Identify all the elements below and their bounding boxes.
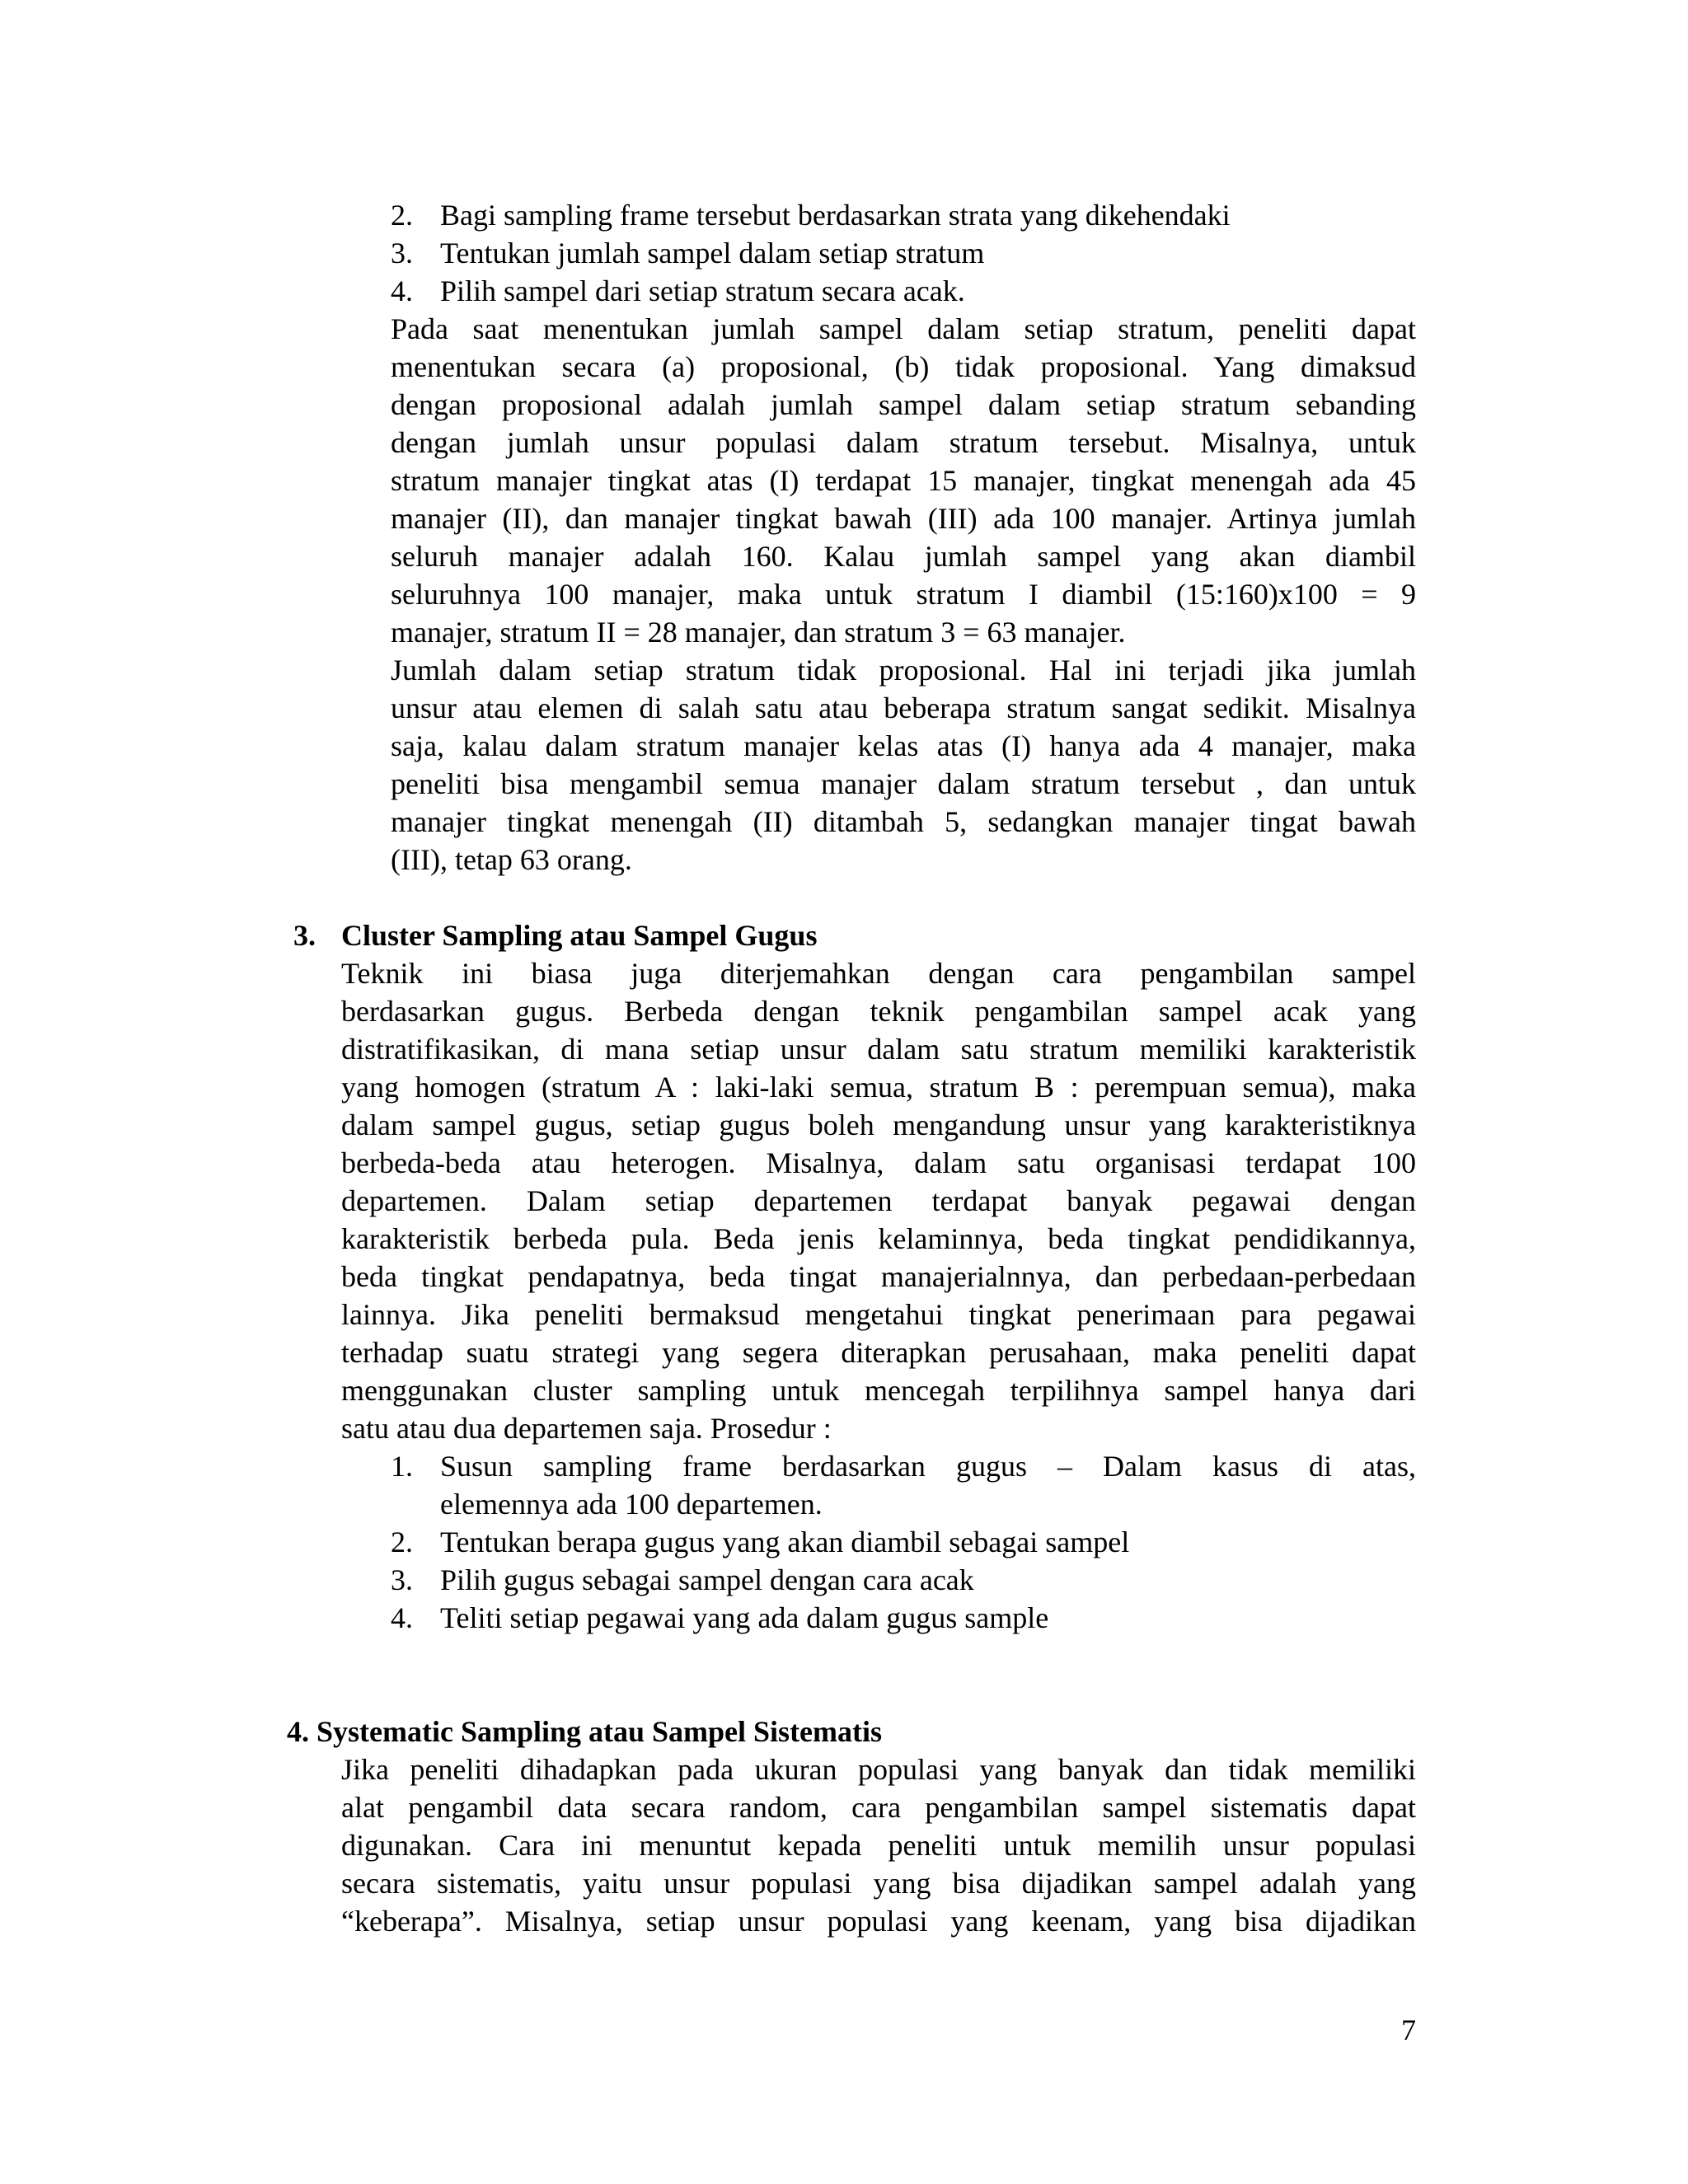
paragraph-line: lainnya. Jika peneliti bermaksud mengetahui tingkat penerimaan para pegawai [341,1298,1416,1331]
paragraph-line: manajer (II), dan manajer tingkat bawah (III) ada 100 manajer. Artinya jumlah [391,502,1416,535]
list-item-text: elemennya ada 100 departemen. [440,1488,823,1521]
page-number: 7 [1401,2013,1416,2046]
paragraph-line: Jika peneliti dihadapkan pada ukuran populasi yang banyak dan tidak memiliki [341,1753,1416,1786]
paragraph-line: alat pengambil data secara random, cara pengambilan sampel sistematis dapat [341,1791,1416,1824]
list-number: 3. [391,237,413,269]
list-number: 2. [391,199,413,232]
paragraph-line: Teknik ini biasa juga diterjemahkan dengan cara pengambilan sampel [341,957,1416,990]
paragraph-line: stratum manajer tingkat atas (I) terdapat 15 manajer, tingkat menengah ada 45 [391,464,1416,497]
paragraph-line: Pada saat menentukan jumlah sampel dalam setiap stratum, peneliti dapat [391,312,1416,345]
paragraph-line: yang homogen (stratum A : laki-laki semua, stratum B : perempuan semua), maka [341,1071,1416,1104]
paragraph-line: secara sistematis, yaitu unsur populasi yang bisa dijadikan sampel adalah yang [341,1867,1416,1900]
paragraph-line: (III), tetap 63 orang. [391,843,632,876]
paragraph-line: menggunakan cluster sampling untuk mencegah terpilihnya sampel hanya dari [341,1374,1416,1407]
paragraph-line: beda tingkat pendapatnya, beda tingat manajerialnnya, dan perbedaan-perbedaan [341,1260,1416,1293]
paragraph-line: dengan jumlah unsur populasi dalam stratum tersebut. Misalnya, untuk [391,426,1416,459]
list-number: 2. [391,1526,413,1558]
list-item-text: Bagi sampling frame tersebut berdasarkan strata yang dikehendaki [440,199,1231,232]
section-heading: Cluster Sampling atau Sampel Gugus [341,919,818,952]
list-item-text: Tentukan jumlah sampel dalam setiap stratum [440,237,985,269]
paragraph-line: dengan proposional adalah jumlah sampel dalam setiap stratum sebanding [391,388,1416,421]
paragraph-line: seluruh manajer adalah 160. Kalau jumlah sampel yang akan diambil [391,540,1416,573]
section-heading: 4. Systematic Sampling atau Sampel Sistematis [287,1715,883,1748]
list-number: 1. [391,1450,413,1483]
paragraph-line: berdasarkan gugus. Berbeda dengan teknik pengambilan sampel acak yang [341,995,1416,1028]
list-item-text: Pilih gugus sebagai sampel dengan cara acak [440,1563,974,1596]
paragraph-line: manajer, stratum II = 28 manajer, dan stratum 3 = 63 manajer. [391,616,1126,649]
list-item-text: Susun sampling frame berdasarkan gugus – Dalam kasus di atas, [440,1450,1416,1483]
list-number: 3. [391,1563,413,1596]
paragraph-line: seluruhnya 100 manajer, maka untuk stratum I diambil (15:160)x100 = 9 [391,578,1416,611]
paragraph-line: departemen. Dalam setiap departemen terdapat banyak pegawai dengan [341,1184,1416,1217]
paragraph-line: unsur atau elemen di salah satu atau beberapa stratum sangat sedikit. Misalnya [391,691,1416,724]
list-number: 4. [391,274,413,307]
paragraph-line: terhadap suatu strategi yang segera diterapkan perusahaan, maka peneliti dapat [341,1336,1416,1369]
list-item-text: Teliti setiap pegawai yang ada dalam gugus sample [440,1601,1049,1634]
paragraph-line: digunakan. Cara ini menuntut kepada peneliti untuk memilih unsur populasi [341,1829,1416,1862]
list-item-text: Tentukan berapa gugus yang akan diambil sebagai sampel [440,1526,1130,1558]
paragraph-line: distratifikasikan, di mana setiap unsur dalam satu stratum memiliki karakteristik [341,1033,1416,1066]
paragraph-line: karakteristik berbeda pula. Beda jenis kelaminnya, beda tingkat pendidikannya, [341,1222,1416,1255]
paragraph-line: satu atau dua departemen saja. Prosedur : [341,1412,832,1445]
paragraph-line: saja, kalau dalam stratum manajer kelas atas (I) hanya ada 4 manajer, maka [391,729,1416,762]
list-item-text: Pilih sampel dari setiap stratum secara acak. [440,274,965,307]
paragraph-line: peneliti bisa mengambil semua manajer dalam stratum tersebut , dan untuk [391,767,1416,800]
paragraph-line: dalam sampel gugus, setiap gugus boleh mengandung unsur yang karakteristiknya [341,1108,1416,1141]
paragraph-line: “keberapa”. Misalnya, setiap unsur populasi yang keenam, yang bisa dijadikan [341,1905,1416,1938]
list-number: 4. [391,1601,413,1634]
paragraph-line: berbeda-beda atau heterogen. Misalnya, dalam satu organisasi terdapat 100 [341,1146,1416,1179]
paragraph-line: menentukan secara (a) proposional, (b) tidak proposional. Yang dimaksud [391,350,1416,383]
paragraph-line: Jumlah dalam setiap stratum tidak proposional. Hal ini terjadi jika jumlah [391,654,1416,687]
paragraph-line: manajer tingkat menengah (II) ditambah 5, sedangkan manajer tingat bawah [391,805,1416,838]
section-number: 3. [293,919,316,952]
